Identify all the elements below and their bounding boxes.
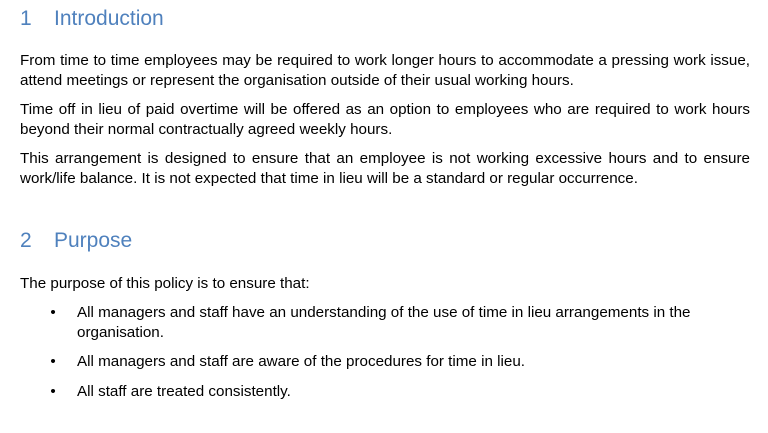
- section-heading-purpose: [20, 229, 132, 253]
- section-title: Introduction: [54, 7, 164, 30]
- paragraph: This arrangement is designed to ensure that an employee is not working excessive hours and to ensure work/life balance. It is not expected that time in lieu will be a standard or regular occurrence.: [20, 150, 750, 187]
- list-item-text: All managers and staff have an understanding of the use of time in lieu arrangements in the organisation.: [77, 304, 691, 341]
- section-title: Purpose: [54, 229, 133, 252]
- paragraph: The purpose of this policy is to ensure that:: [20, 275, 310, 292]
- list-item-text: All managers and staff are aware of the procedures for time in lieu.: [77, 353, 525, 370]
- paragraph: From time to time employees may be required to work longer hours to accommodate a pressing work issue, attend meetings or represent the organisation outside of their usual working hours.: [20, 52, 750, 89]
- bullet-icon: •: [50, 304, 56, 321]
- section-heading-introduction: [20, 7, 164, 31]
- list-item-text: All staff are treated consistently.: [77, 383, 291, 400]
- paragraph: Time off in lieu of paid overtime will be offered as an option to employees who are required to work hours beyond their normal contractually agreed weekly hours.: [20, 101, 750, 138]
- section-number: 1: [20, 7, 32, 30]
- bullet-icon: •: [50, 353, 56, 370]
- bullet-icon: •: [50, 383, 56, 400]
- section-number: 2: [20, 229, 32, 252]
